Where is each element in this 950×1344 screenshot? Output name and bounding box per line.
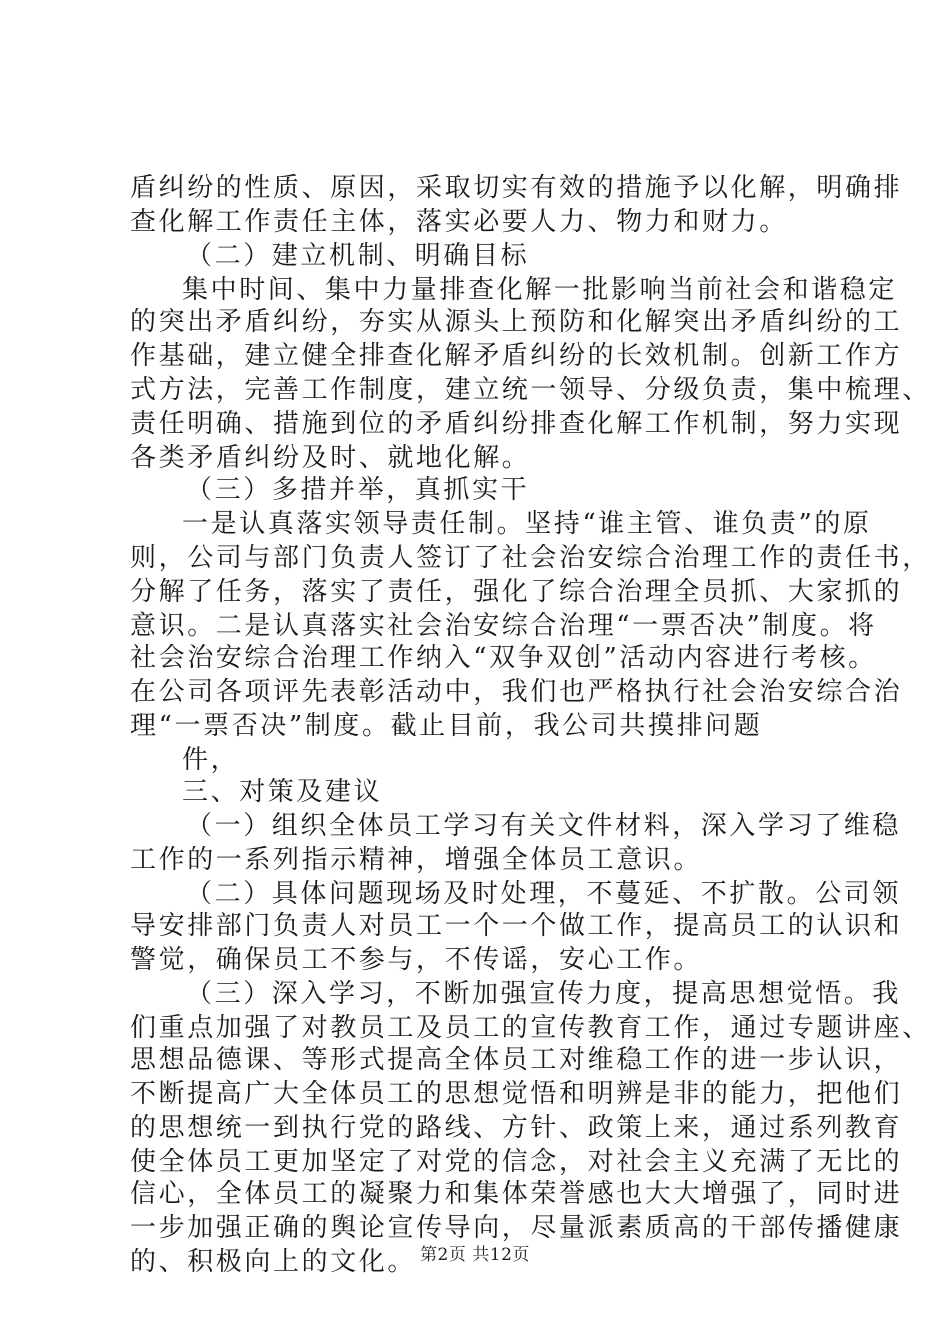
- body-line: 集中时间、集中力量排查化解一批影响当前社会和谐稳定: [182, 275, 898, 305]
- body-line: （一）组织全体员工学习有关文件材料，深入学习了维稳: [186, 811, 902, 841]
- body-line: 分解了任务，落实了责任，强化了综合治理全员抓、大家抓的: [130, 577, 903, 607]
- body-line: 在公司各项评先表彰活动中，我们也严格执行社会治安综合治: [130, 677, 903, 707]
- body-line: 导安排部门负责人对员工一个一个做工作，提高员工的认识和: [130, 911, 903, 941]
- body-line: 工作的一系列指示精神，增强全体员工意识。: [130, 845, 703, 875]
- body-line: 则，公司与部门负责人签订了社会治安综合治理工作的责任书，: [130, 543, 931, 573]
- section-heading: 三、对策及建议: [182, 777, 383, 807]
- body-line: 社会治安综合治理工作纳入“双争双创”活动内容进行考核。: [130, 643, 877, 673]
- body-line: 件，: [182, 745, 240, 775]
- body-line: 的思想统一到执行党的路线、方针、政策上来，通过系列教育: [130, 1113, 903, 1143]
- body-line: （二）具体问题现场及时处理，不蔓延、不扩散。公司领: [186, 879, 902, 909]
- body-line: 理“一票否决”制度。截止目前，我公司共摸排问题: [130, 711, 763, 741]
- body-line: 查化解工作责任主体，落实必要人力、物力和财力。: [130, 207, 788, 237]
- section-heading: （三）多措并举，真抓实干: [186, 475, 530, 505]
- body-line: 们重点加强了对教员工及员工的宣传教育工作，通过专题讲座、: [130, 1013, 931, 1043]
- body-line: 使全体员工更加坚定了对党的信念，对社会主义充满了无比的: [130, 1147, 903, 1177]
- body-line: 信心，全体员工的凝聚力和集体荣誉感也大大增强了，同时进: [130, 1179, 903, 1209]
- body-line: 作基础，建立健全排查化解矛盾纠纷的长效机制。创新工作方: [130, 341, 903, 371]
- body-line: （三）深入学习，不断加强宣传力度，提高思想觉悟。我: [186, 979, 902, 1009]
- body-line: 一是认真落实领导责任制。坚持“谁主管、谁负责”的原: [182, 509, 872, 539]
- body-line: 意识。二是认真落实社会治安综合治理“一票否决”制度。将: [130, 611, 877, 641]
- body-line: 责任明确、措施到位的矛盾纠纷排查化解工作机制，努力实现: [130, 409, 903, 439]
- body-line: 的、积极向上的文化。: [130, 1247, 417, 1277]
- body-line: 的突出矛盾纠纷，夯实从源头上预防和化解突出矛盾纠纷的工: [130, 307, 903, 337]
- body-line: 式方法，完善工作制度，建立统一领导、分级负责，集中梳理、: [130, 375, 931, 405]
- body-line: 盾纠纷的性质、原因，采取切实有效的措施予以化解，明确排: [130, 173, 903, 203]
- body-line: 警觉，确保员工不参与，不传谣，安心工作。: [130, 945, 703, 975]
- body-line: 不断提高广大全体员工的思想觉悟和明辨是非的能力，把他们: [130, 1079, 903, 1109]
- body-line: 各类矛盾纠纷及时、就地化解。: [130, 443, 531, 473]
- body-line: 一步加强正确的舆论宣传导向，尽量派素质高的干部传播健康: [130, 1213, 903, 1243]
- section-heading: （二）建立机制、明确目标: [186, 241, 530, 271]
- body-line: 思想品德课、等形式提高全体员工对维稳工作的进一步认识，: [130, 1045, 903, 1075]
- page-number-footer: 第2页 共12页: [420, 1245, 530, 1265]
